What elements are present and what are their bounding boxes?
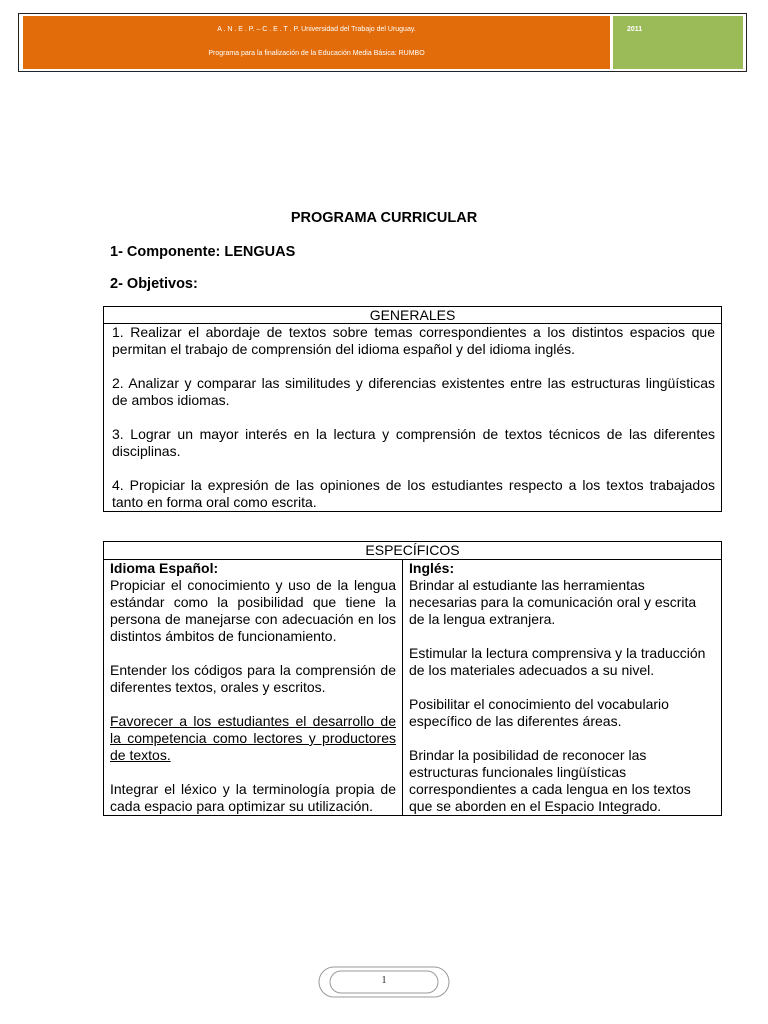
ingles-column <box>403 560 722 816</box>
generales-item: 1. Realizar el abordaje de textos sobre temas correspondientes a los distintos espacios que permitan el trabajo de comprensión del idioma español y del idioma inglés. <box>112 324 715 357</box>
especificos-heading: ESPECÍFICOS <box>104 542 722 560</box>
ingles-item: Brindar la posibilidad de reconocer las estructuras funcionales lingüísticas correspondientes a cada lengua en los textos que se aborden en el Espacio Integrado. <box>409 747 691 814</box>
ingles-heading: Inglés: <box>409 560 455 576</box>
component-heading: 1- Componente: LENGUAS <box>110 244 296 260</box>
header-year: 2011 <box>627 26 643 33</box>
header-year-box <box>613 16 743 69</box>
header-program: Programa para la finalización de la Educación Media Básica: RUMBO <box>208 50 425 57</box>
espanol-item: Integrar el léxico y la terminología propia de cada espacio para optimizar su utilización. <box>110 781 396 814</box>
espanol-column <box>104 560 403 816</box>
objectives-heading: 2- Objetivos: <box>110 276 198 292</box>
espanol-item: Favorecer a los estudiantes el desarrollo de la competencia como lectores y productores de textos. <box>110 713 396 763</box>
generales-item: 2. Analizar y comparar las similitudes y diferencias existentes entre las estructuras lingüísticas de ambos idiomas. <box>112 375 715 408</box>
header-institution-banner <box>23 16 610 69</box>
espanol-heading: Idioma Español: <box>110 560 219 576</box>
generales-table <box>103 306 722 512</box>
header-institution: A . N . E . P. – C . E . T . P. Universidad del Trabajo del Uruguay. <box>217 26 416 33</box>
generales-heading: GENERALES <box>104 307 722 324</box>
espanol-item: Entender los códigos para la comprensión de diferentes textos, orales y escritos. <box>110 662 396 695</box>
generales-item: 4. Propiciar la expresión de las opiniones de los estudiantes respecto a los textos trabajados tanto en forma oral como escrita. <box>112 477 715 510</box>
generales-body <box>104 324 722 512</box>
page-number-badge <box>318 966 450 998</box>
ingles-item: Brindar al estudiante las herramientas necesarias para la comunicación oral y escrita de la lengua extranjera. <box>409 577 697 627</box>
ingles-item: Posibilitar el conocimiento del vocabulario específico de las diferentes áreas. <box>409 696 669 729</box>
page-header <box>18 13 747 72</box>
ingles-item: Estimular la lectura comprensiva y la traducción de los materiales adecuados a su nivel. <box>409 645 706 678</box>
especificos-table <box>103 541 722 816</box>
page-number: 1 <box>381 974 387 986</box>
document-title: PROGRAMA CURRICULAR <box>290 210 478 226</box>
espanol-item: Propiciar el conocimiento y uso de la lengua estándar como la posibilidad que tiene la persona de manejarse con adecuación en los distintos ámbitos de funcionamiento. <box>110 577 396 644</box>
generales-item: 3. Lograr un mayor interés en la lectura y comprensión de textos técnicos de las diferentes disciplinas. <box>112 426 715 459</box>
